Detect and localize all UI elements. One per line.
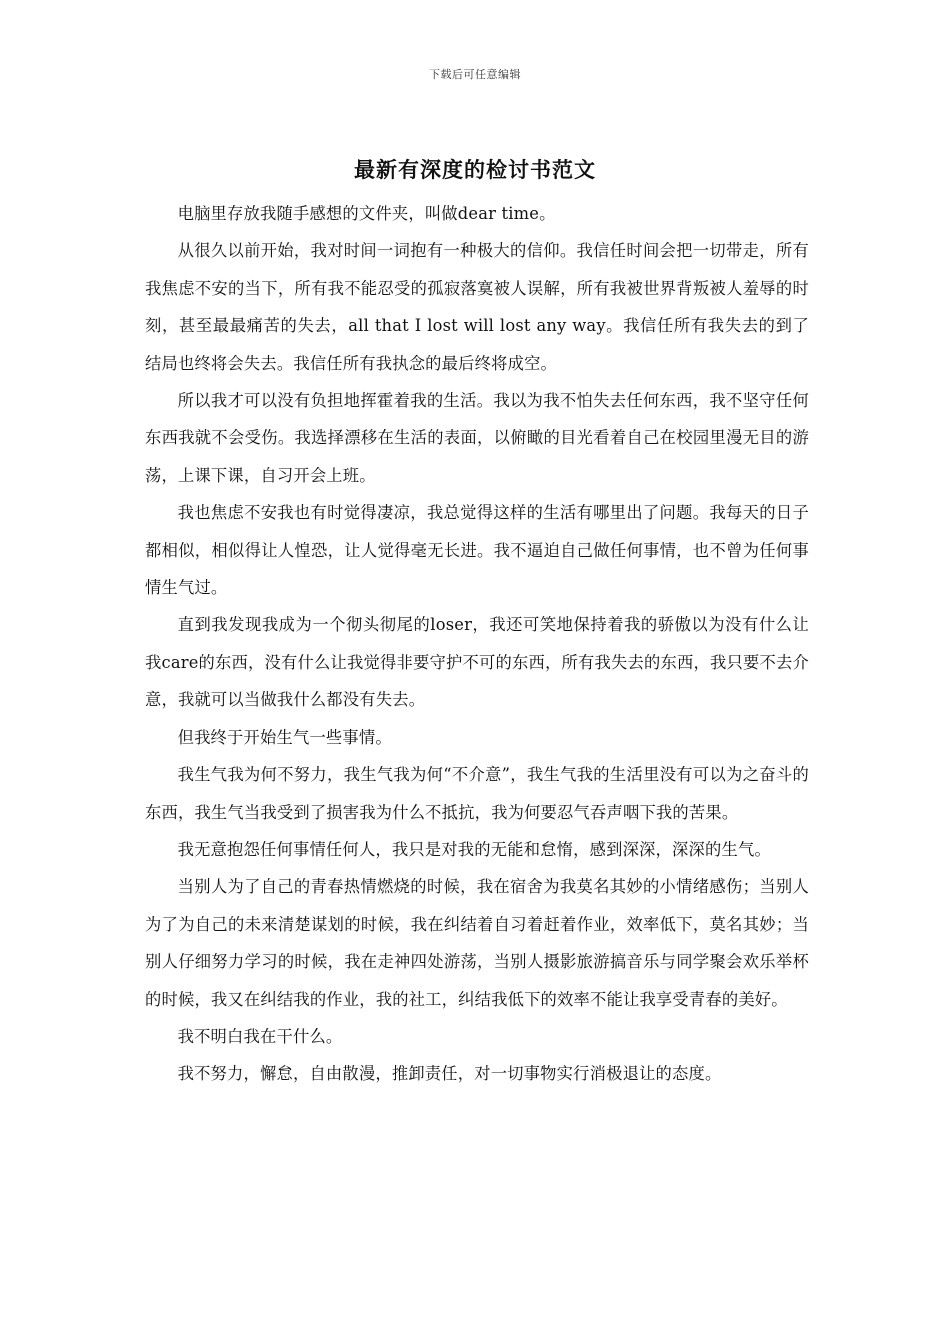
paragraph: 我生气我为何不努力，我生气我为何“不介意”，我生气我的生活里没有可以为之奋斗的东西，我生气当我受到了损害我为什么不抵抗，我为何要忍气吞声咽下我的苦果。 [145, 765, 809, 822]
paragraph: 我不努力，懈怠，自由散漫，推卸责任，对一切事物实行消极退让的态度。 [177, 1064, 722, 1084]
paragraph: 我也焦虑不安我也有时觉得凄凉，我总觉得这样的生活有哪里出了问题。我每天的日子都相似，相似得让人惶恐，让人觉得毫无长进。我不逼迫自己做任何事情，也不曾为任何事情生气过。 [145, 503, 809, 598]
paragraph: 我无意抱怨任何事情任何人，我只是对我的无能和怠惰，感到深深，深深的生气。 [177, 839, 771, 859]
header-note: 下载后可任意编辑 [429, 68, 521, 81]
paragraph: 当别人为了自己的青春热情燃烧的时候，我在宿舍为我莫名其妙的小情绪感伤；当别人为了为自己的未来清楚谋划的时候，我在纠结着自习着赶着作业，效率低下，莫名其妙；当别人仔细努力学习的时候，我在走神四处游荡，当别人摄影旅游搞音乐与同学聚会欢乐举杯的时候，我又在纠结我的作业，我的社工，纠结我低下的效率不能让我享受青春的美好。 [145, 877, 809, 1009]
paragraph: 但我终于开始生气一些事情。 [177, 727, 392, 747]
paragraph: 我不明白我在干什么。 [177, 1026, 343, 1046]
paragraph: 电脑里存放我随手感想的文件夹，叫做dear time。 [177, 204, 556, 223]
paragraph: 从很久以前开始，我对时间一词抱有一种极大的信仰。我信任时间会把一切带走，所有我焦虑不安的当下，所有我不能忍受的孤寂落寞被人误解，所有我被世界背叛被人羞辱的时刻，甚至最最痛苦的失去，all that I lost will lost any way。我信任所有我失去的到了结局也终将会失去。我信任所有我执念的最后终将成空。 [145, 241, 809, 373]
paragraph: 直到我发现我成为一个彻头彻尾的loser，我还可笑地保持着我的骄傲以为没有什么让我care的东西，没有什么让我觉得非要守护不可的东西，所有我失去的东西，我只要不去介意，我就可以当做我什么都没有失去。 [145, 615, 809, 710]
paragraph: 所以我才可以没有负担地挥霍着我的生活。我以为我不怕失去任何东西，我不坚守任何东西我就不会受伤。我选择漂移在生活的表面，以俯瞰的目光看着自己在校园里漫无目的游荡，上课下课，自习开会上班。 [145, 391, 809, 485]
document-title: 最新有深度的检讨书范文 [354, 157, 596, 182]
document-body [145, 195, 809, 1093]
